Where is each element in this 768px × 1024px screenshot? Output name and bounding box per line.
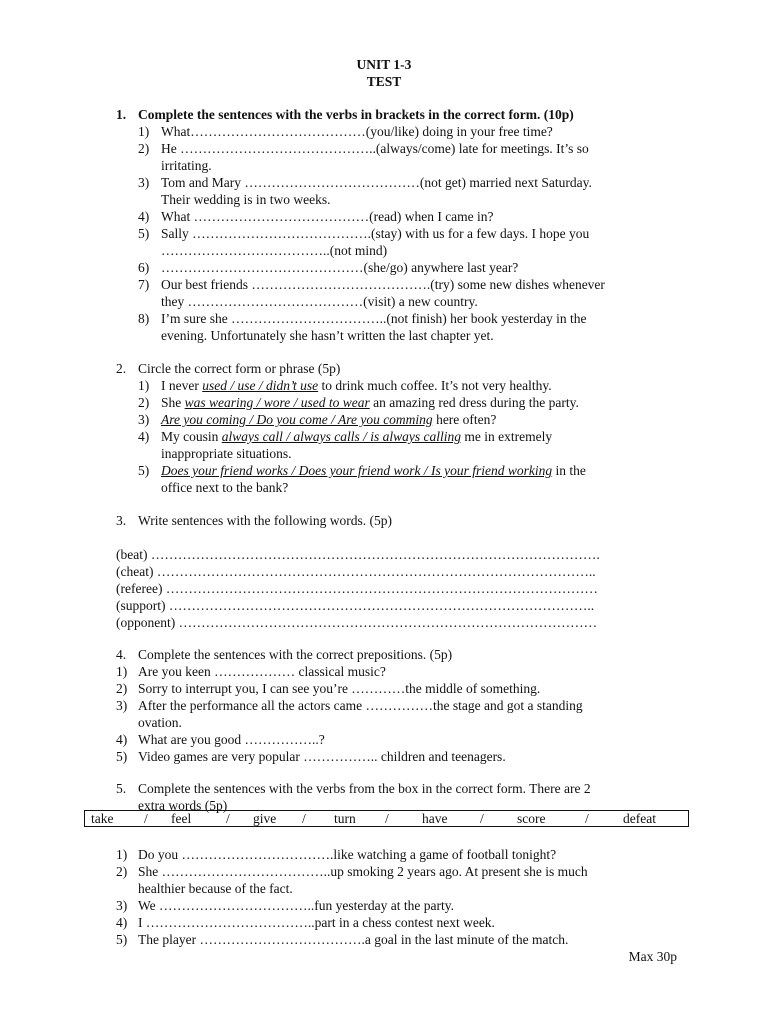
s5-item-text: Do you …………………………….like watching a game of football tonight? bbox=[138, 847, 557, 862]
s4-item-text: Video games are very popular …………….. children and teenagers. bbox=[138, 749, 506, 764]
s4-item-number: 1) bbox=[116, 664, 128, 679]
section-2-number: 2. bbox=[116, 361, 127, 376]
s5-item-number: 3) bbox=[116, 898, 128, 913]
s3-answer-line[interactable]: (referee) …………………………………………………………………………………… bbox=[116, 581, 598, 596]
s1-item-text: Sally ………………………………….(stay) with us for a few days. I hope you bbox=[161, 226, 590, 241]
section-3-number: 3. bbox=[116, 513, 127, 528]
s2-options[interactable]: was wearing / wore / used to wear bbox=[184, 395, 370, 410]
word-box-separator: / bbox=[226, 811, 230, 826]
s5-item-text: She ………………………………..up smoking 2 years ago. At present she is much bbox=[138, 864, 588, 879]
word-box-separator: / bbox=[144, 811, 148, 826]
s4-item-text: Sorry to interrupt you, I can see you’re …………the middle of something. bbox=[138, 681, 541, 696]
s1-item-text: ………………………………..(not mind) bbox=[161, 243, 388, 258]
s2-item-post: to drink much coffee. It’s not very healthy. bbox=[318, 378, 552, 393]
s1-item-number: 3) bbox=[138, 175, 150, 190]
s4-item-number: 3) bbox=[116, 698, 128, 713]
word-box-word: have bbox=[422, 811, 448, 826]
s1-item-number: 2) bbox=[138, 141, 150, 156]
s5-item-number: 2) bbox=[116, 864, 128, 879]
s5-item-number: 1) bbox=[116, 847, 128, 862]
s1-item-number: 1) bbox=[138, 124, 150, 139]
section-2-title: Circle the correct form or phrase (5p) bbox=[138, 361, 341, 376]
section-1-number: 1. bbox=[116, 107, 127, 122]
word-box-word: take bbox=[91, 811, 114, 826]
s2-item-number: 4) bbox=[138, 429, 150, 444]
s2-item-pre: My cousin bbox=[161, 429, 222, 444]
section-5-title-continued: extra words (5p) bbox=[138, 798, 228, 813]
word-box-word: turn bbox=[334, 811, 356, 826]
s1-item-number: 8) bbox=[138, 311, 150, 326]
test-title: TEST bbox=[366, 74, 402, 89]
s2-item-post: here often? bbox=[432, 412, 497, 427]
s4-item-text: What are you good ……………..? bbox=[138, 732, 325, 747]
s2-item bbox=[161, 377, 552, 394]
s2-item-post: an amazing red dress during the party. bbox=[369, 395, 579, 410]
section-1-title: Complete the sentences with the verbs in brackets in the correct form. (10p) bbox=[138, 107, 574, 122]
s5-item-text: The player ……………………………….a goal in the last minute of the match. bbox=[138, 932, 569, 947]
s3-answer-line[interactable]: (support) ………………………………………………………………………………….. bbox=[116, 598, 595, 613]
s1-item-text: Their wedding is in two weeks. bbox=[161, 192, 331, 207]
s5-item-number: 4) bbox=[116, 915, 128, 930]
s1-item-text: Our best friends ………………………………….(try) some new dishes whenever bbox=[161, 277, 605, 292]
section-5-title: Complete the sentences with the verbs from the box in the correct form. There are 2 bbox=[138, 781, 591, 796]
s2-item-number: 3) bbox=[138, 412, 150, 427]
word-box-separator: / bbox=[302, 811, 306, 826]
s2-options[interactable]: Does your friend works / Does your friend work / Is your friend working bbox=[161, 463, 553, 478]
s2-options[interactable]: Are you coming / Do you come / Are you comming bbox=[161, 412, 433, 427]
section-4-title: Complete the sentences with the correct prepositions. (5p) bbox=[138, 647, 453, 662]
max-score: Max 30p bbox=[628, 949, 677, 964]
s2-item bbox=[161, 462, 586, 479]
s2-item bbox=[161, 411, 496, 428]
s2-item-continued: office next to the bank? bbox=[161, 480, 289, 495]
s5-item-text: We ……………………………..fun yesterday at the party. bbox=[138, 898, 454, 913]
s1-item-text: ………………………………………(she/go) anywhere last year? bbox=[161, 260, 519, 275]
s4-item-number: 4) bbox=[116, 732, 128, 747]
s1-item-text: evening. Unfortunately she hasn’t written the last chapter yet. bbox=[161, 328, 494, 343]
s1-item-text: I’m sure she ……………………………..(not finish) her book yesterday in the bbox=[161, 311, 587, 326]
s2-item bbox=[161, 394, 579, 411]
word-box-word: feel bbox=[171, 811, 192, 826]
word-box-separator: / bbox=[480, 811, 484, 826]
word-box-separator: / bbox=[585, 811, 589, 826]
s1-item-text: Tom and Mary …………………………………(not get) married next Saturday. bbox=[161, 175, 592, 190]
s5-item-text: healthier because of the fact. bbox=[138, 881, 293, 896]
s5-item-text: I ………………………………..part in a chess contest next week. bbox=[138, 915, 495, 930]
s2-item-number: 1) bbox=[138, 378, 150, 393]
unit-title: UNIT 1-3 bbox=[356, 57, 412, 72]
s4-item-number: 2) bbox=[116, 681, 128, 696]
s2-options[interactable]: used / use / didn’t use bbox=[202, 378, 319, 393]
s1-item-text: they …………………………………(visit) a new country. bbox=[161, 294, 478, 309]
word-box-word: give bbox=[253, 811, 277, 826]
s4-item-number: 5) bbox=[116, 749, 128, 764]
s1-item-text: irritating. bbox=[161, 158, 212, 173]
s3-answer-line[interactable]: (opponent) ………………………………………………………………………………… bbox=[116, 615, 598, 630]
s1-item-number: 5) bbox=[138, 226, 150, 241]
s1-item-number: 6) bbox=[138, 260, 150, 275]
word-box-separator: / bbox=[385, 811, 389, 826]
s2-options[interactable]: always call / always calls / is always calling bbox=[221, 429, 461, 444]
s2-item-pre: I never bbox=[161, 378, 203, 393]
word-box-word: score bbox=[517, 811, 546, 826]
s4-item-text: After the performance all the actors came ……………the stage and got a standing bbox=[138, 698, 583, 713]
s2-item-continued: inappropriate situations. bbox=[161, 446, 292, 461]
s2-item-post: in the bbox=[552, 463, 586, 478]
s5-item-number: 5) bbox=[116, 932, 128, 947]
s2-item-pre: She bbox=[161, 395, 185, 410]
s1-item-text: What…………………………………(you/like) doing in your free time? bbox=[161, 124, 553, 139]
s4-item-text: Are you keen ……………… classical music? bbox=[138, 664, 386, 679]
word-box-word: defeat bbox=[623, 811, 656, 826]
word-box bbox=[84, 810, 689, 827]
section-5-number: 5. bbox=[116, 781, 127, 796]
s2-item-post: me in extremely bbox=[461, 429, 553, 444]
s1-item-number: 7) bbox=[138, 277, 150, 292]
s2-item-number: 5) bbox=[138, 463, 150, 478]
section-4-number: 4. bbox=[116, 647, 127, 662]
section-3-title: Write sentences with the following words. (5p) bbox=[138, 513, 393, 528]
s1-item-text: He ……………………………………..(always/come) late for meetings. It’s so bbox=[161, 141, 589, 156]
s3-answer-line[interactable]: (beat) ………………………………………………………………………………………. bbox=[116, 547, 600, 562]
s3-answer-line[interactable]: (cheat) …………………………………………………………………………………….. bbox=[116, 564, 596, 579]
s4-item-text: ovation. bbox=[138, 715, 182, 730]
s2-item bbox=[161, 428, 552, 445]
s1-item-number: 4) bbox=[138, 209, 150, 224]
s2-item-number: 2) bbox=[138, 395, 150, 410]
s1-item-text: What …………………………………(read) when I came in? bbox=[161, 209, 494, 224]
